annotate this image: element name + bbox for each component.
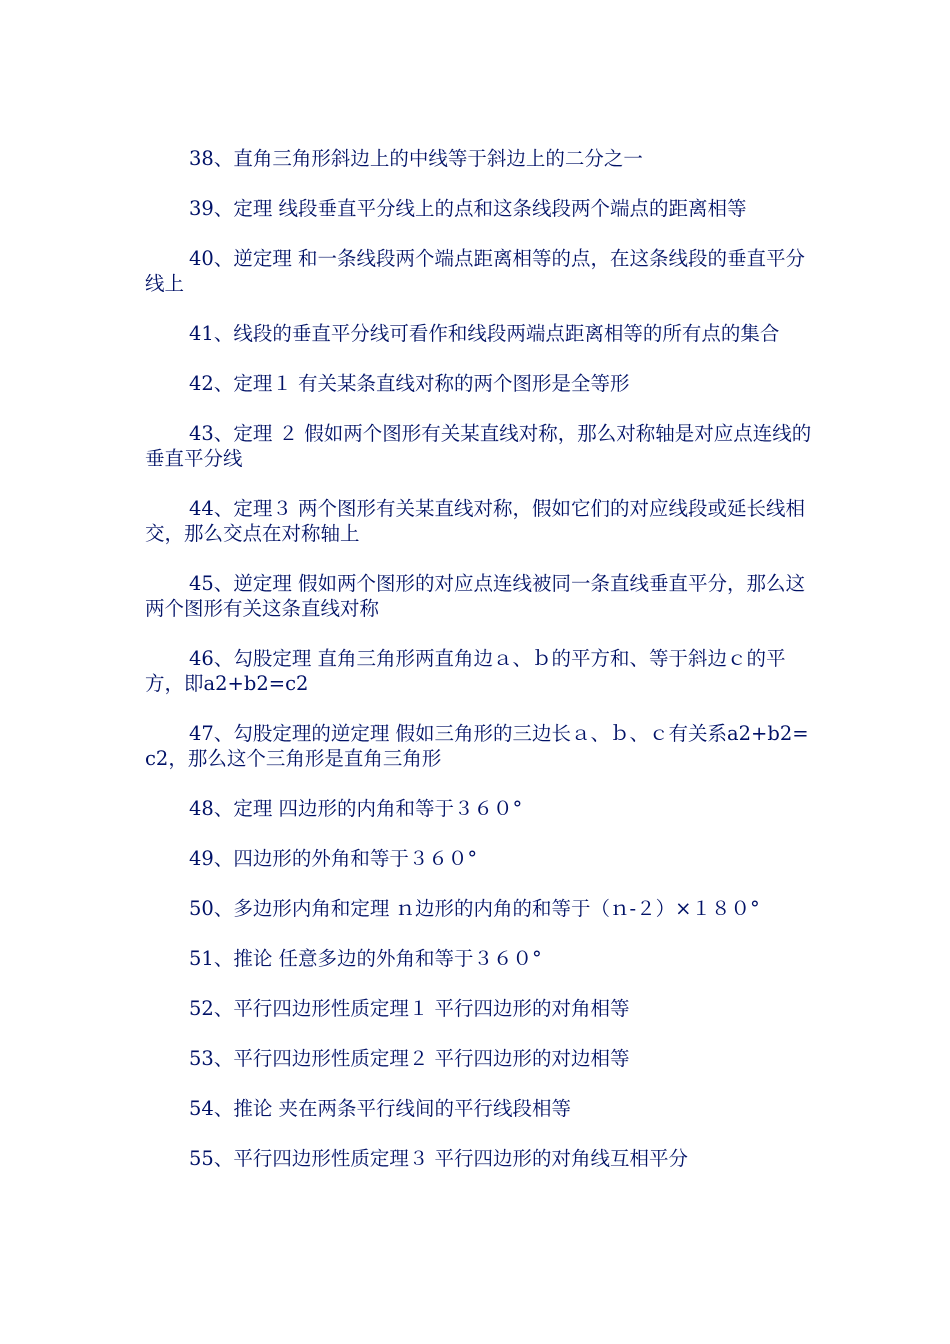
theorem-55: 55、平行四边形性质定理３ 平行四边形的对角线互相平分	[189, 1147, 689, 1170]
theorem-48: 48、定理 四边形的内角和等于３６０°	[189, 797, 523, 820]
theorem-50: 50、多边形内角和定理 ｎ边形的内角的和等于（ｎ-２）×１８０°	[189, 897, 760, 920]
theorem-46: 46、勾股定理 直角三角形两直角边ａ、ｂ的平方和、等于斜边ｃ的平方，即a2+b2=c2	[145, 647, 786, 695]
theorem-39: 39、定理 线段垂直平分线上的点和这条线段两个端点的距离相等	[189, 197, 747, 220]
document-body	[145, 146, 817, 1196]
theorem-45: 45、逆定理 假如两个图形的对应点连线被同一条直线垂直平分，那么这两个图形有关这条直线对称	[145, 572, 806, 620]
theorem-49: 49、四边形的外角和等于３６０°	[189, 847, 478, 870]
theorem-43: 43、定理 ２ 假如两个图形有关某直线对称，那么对称轴是对应点连线的垂直平分线	[145, 422, 812, 470]
theorem-44: 44、定理３ 两个图形有关某直线对称，假如它们的对应线段或延长线相交，那么交点在对称轴上	[145, 497, 806, 545]
theorem-52: 52、平行四边形性质定理１ 平行四边形的对角相等	[189, 997, 630, 1020]
theorem-42: 42、定理１ 有关某条直线对称的两个图形是全等形	[189, 372, 630, 395]
theorem-40: 40、逆定理 和一条线段两个端点距离相等的点，在这条线段的垂直平分线上	[145, 247, 806, 295]
theorem-41: 41、线段的垂直平分线可看作和线段两端点距离相等的所有点的集合	[189, 322, 780, 345]
theorem-54: 54、推论 夹在两条平行线间的平行线段相等	[189, 1097, 572, 1120]
theorem-38: 38、直角三角形斜边上的中线等于斜边上的二分之一	[189, 147, 643, 170]
theorem-51: 51、推论 任意多边的外角和等于３６０°	[189, 947, 542, 970]
theorem-47: 47、勾股定理的逆定理 假如三角形的三边长ａ、ｂ、ｃ有关系a2+b2=c2，那么这个三角形是直角三角形	[145, 722, 809, 770]
theorem-53: 53、平行四边形性质定理２ 平行四边形的对边相等	[189, 1047, 630, 1070]
